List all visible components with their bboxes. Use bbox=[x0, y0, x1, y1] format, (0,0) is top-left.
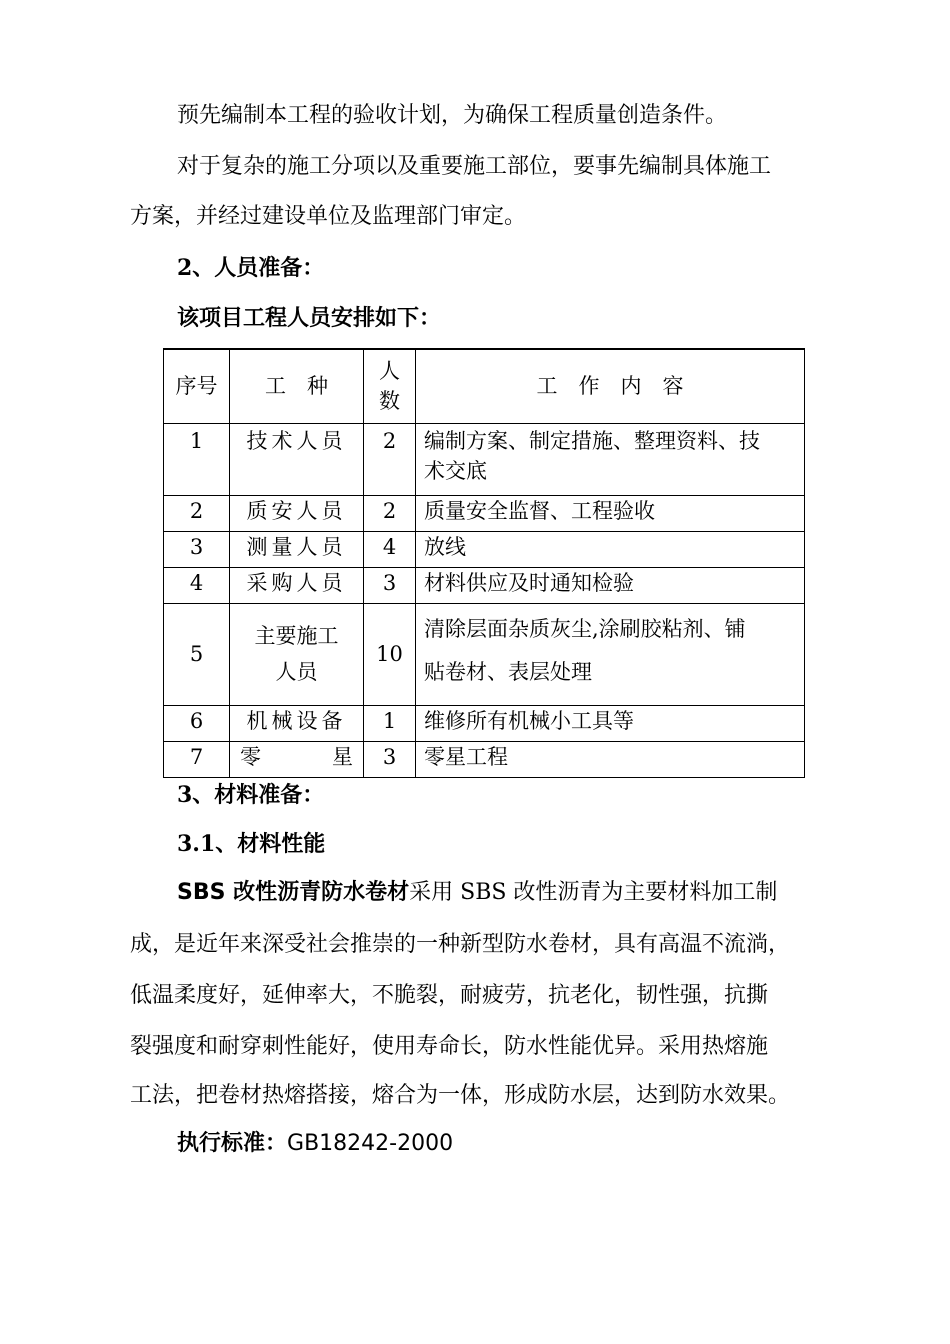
row7-count: 3 bbox=[364, 741, 416, 777]
row5-content-line1: 清除层面杂质灰尘,涂刷胶粘剂、铺 bbox=[424, 616, 746, 641]
row5-content-line2: 贴卷材、表层处理 bbox=[424, 659, 592, 684]
row1-content-line1: 编制方案、制定措施、整理资料、技 bbox=[424, 428, 760, 453]
row4-content: 材料供应及时通知检验 bbox=[416, 567, 805, 603]
paragraph-acceptance-plan: 预先编制本工程的验收计划，为确保工程质量创造条件。 bbox=[177, 103, 728, 128]
header-content: 工 作 内 容 bbox=[416, 349, 805, 423]
header-no: 序号 bbox=[164, 349, 230, 423]
header-type: 工 种 bbox=[230, 349, 364, 423]
row6-no: 6 bbox=[164, 705, 230, 741]
standard-label: 执行标准： bbox=[177, 1130, 288, 1156]
table-row bbox=[164, 603, 805, 705]
table-row bbox=[164, 705, 805, 741]
row3-no: 3 bbox=[164, 531, 230, 567]
header-count bbox=[364, 349, 416, 423]
row3-content: 放线 bbox=[416, 531, 805, 567]
table-header-row bbox=[164, 349, 805, 423]
row1-count: 2 bbox=[364, 423, 416, 495]
row7-content: 零星工程 bbox=[416, 741, 805, 777]
row7-no: 7 bbox=[164, 741, 230, 777]
row2-type: 质安人员 bbox=[230, 495, 364, 531]
paragraph-complex-items-line2: 方案，并经过建设单位及监理部门审定。 bbox=[130, 204, 527, 229]
section-heading-materials: 3、材料准备： bbox=[177, 782, 325, 808]
table-row bbox=[164, 741, 805, 777]
table-row bbox=[164, 567, 805, 603]
execution-standard bbox=[177, 1128, 453, 1159]
row7-type-right: 星 bbox=[332, 744, 353, 769]
row3-type: 测量人员 bbox=[230, 531, 364, 567]
row3-count: 4 bbox=[364, 531, 416, 567]
table-row bbox=[164, 423, 805, 495]
material-line5: 工法，把卷材热熔搭接，熔合为一体，形成防水层，达到防水效果。 bbox=[130, 1083, 791, 1108]
row4-no: 4 bbox=[164, 567, 230, 603]
row7-type bbox=[230, 741, 364, 777]
row1-no: 1 bbox=[164, 423, 230, 495]
row6-content: 维修所有机械小工具等 bbox=[416, 705, 805, 741]
row4-type: 采购人员 bbox=[230, 567, 364, 603]
row1-type: 技术人员 bbox=[230, 423, 364, 495]
row6-type: 机械设备 bbox=[230, 705, 364, 741]
row1-content bbox=[416, 423, 805, 495]
material-line1-rest: 采用 SBS 改性沥青为主要材料加工制 bbox=[409, 880, 778, 905]
row4-count: 3 bbox=[364, 567, 416, 603]
row5-no: 5 bbox=[164, 603, 230, 705]
row5-type-line2: 人员 bbox=[275, 660, 318, 684]
standard-value: GB18242-2000 bbox=[287, 1131, 454, 1156]
subsection-heading-material-performance: 3.1、材料性能 bbox=[177, 831, 326, 857]
material-line2: 成，是近年来深受社会推崇的一种新型防水卷材，具有高温不流淌， bbox=[130, 932, 791, 957]
row2-content: 质量安全监督、工程验收 bbox=[416, 495, 805, 531]
material-line3: 低温柔度好，延伸率大，不脆裂，耐疲劳，抗老化，韧性强，抗撕 bbox=[130, 983, 769, 1008]
row5-type bbox=[230, 603, 364, 705]
material-line4: 裂强度和耐穿刺性能好，使用寿命长，防水性能优异。采用热熔施 bbox=[130, 1034, 769, 1059]
header-count-line2: 数 bbox=[379, 389, 400, 414]
row2-no: 2 bbox=[164, 495, 230, 531]
row5-content bbox=[416, 603, 805, 705]
material-line1 bbox=[177, 878, 777, 908]
row5-type-line1: 主要施工 bbox=[254, 624, 339, 648]
material-name-bold: SBS 改性沥青防水卷材 bbox=[177, 880, 410, 905]
personnel-table bbox=[163, 348, 805, 778]
row7-type-left: 零 bbox=[240, 744, 261, 769]
row6-count: 1 bbox=[364, 705, 416, 741]
table-row bbox=[164, 495, 805, 531]
row1-content-line2: 术交底 bbox=[424, 458, 487, 483]
section-heading-personnel: 2、人员准备： bbox=[177, 255, 325, 281]
paragraph-complex-items-line1: 对于复杂的施工分项以及重要施工部位，要事先编制具体施工 bbox=[177, 154, 772, 179]
row2-count: 2 bbox=[364, 495, 416, 531]
table-row bbox=[164, 531, 805, 567]
row5-count: 10 bbox=[364, 603, 416, 705]
header-count-line1: 人 bbox=[379, 359, 400, 384]
personnel-intro: 该项目工程人员安排如下： bbox=[177, 305, 442, 331]
